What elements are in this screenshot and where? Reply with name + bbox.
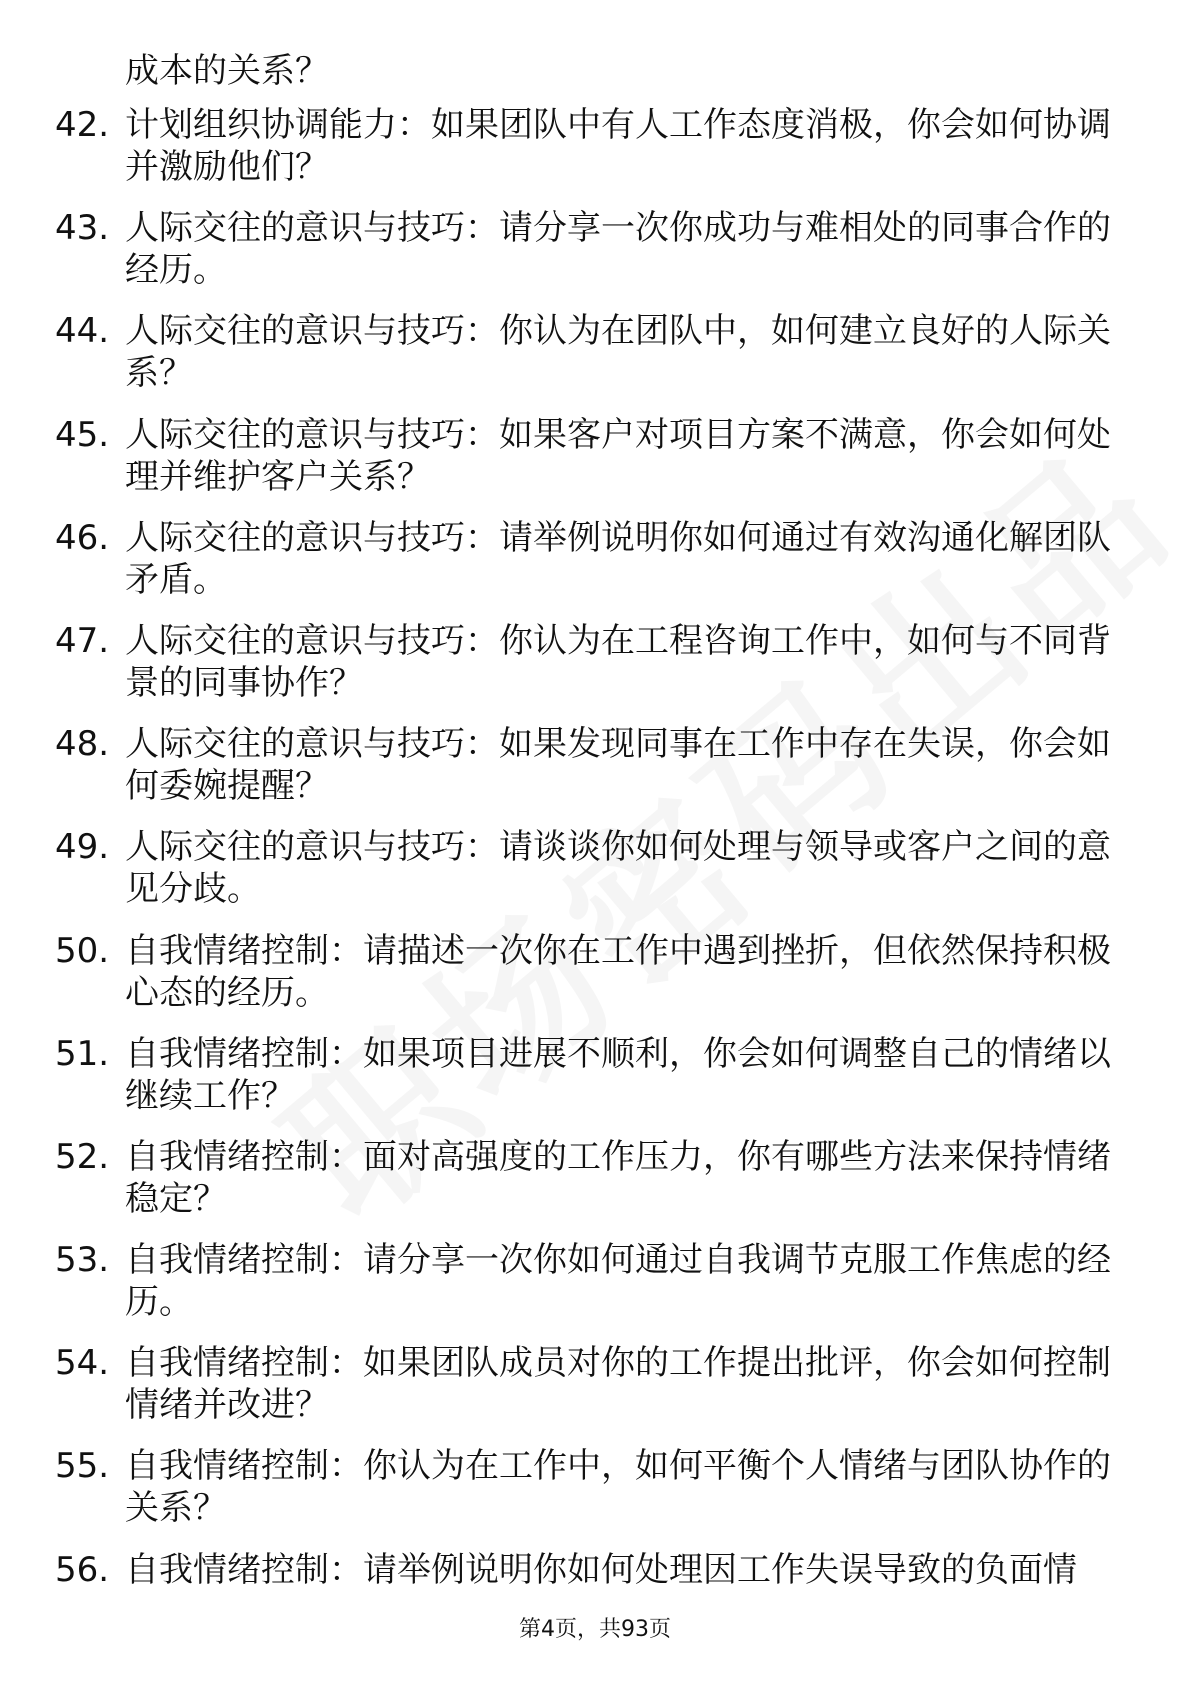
question-number: 52. <box>55 1136 110 1177</box>
question-text: 人际交往的意识与技巧：你认为在团队中，如何建立良好的人际关系？ <box>125 311 1111 394</box>
question-item <box>55 517 1135 620</box>
question-number: 43. <box>55 208 110 249</box>
question-item <box>55 1136 1135 1239</box>
question-text: 自我情绪控制：如果项目进展不顺利，你会如何调整自己的情绪以继续工作？ <box>125 1033 1111 1116</box>
question-item <box>55 1033 1135 1136</box>
question-number: 49. <box>55 827 110 868</box>
question-text: 人际交往的意识与技巧：请谈谈你如何处理与领导或客户之间的意见分歧。 <box>125 827 1111 910</box>
question-number: 51. <box>55 1033 110 1074</box>
question-number: 44. <box>55 311 110 352</box>
question-number: 45. <box>55 414 110 455</box>
page-footer: 第4页，共93页 <box>519 1617 671 1642</box>
question-number: 47. <box>55 620 110 661</box>
question-item <box>55 1445 1135 1548</box>
question-text: 自我情绪控制：如果团队成员对你的工作提出批评，你会如何控制情绪并改进？ <box>125 1343 1111 1426</box>
question-item <box>55 826 1135 929</box>
question-number: 46. <box>55 517 110 558</box>
question-number: 53. <box>55 1240 110 1281</box>
question-text: 自我情绪控制：面对高强度的工作压力，你有哪些方法来保持情绪稳定？ <box>125 1136 1111 1219</box>
question-text: 自我情绪控制：请描述一次你在工作中遇到挫折，但依然保持积极心态的经历。 <box>125 930 1111 1013</box>
question-item <box>55 620 1135 723</box>
question-list <box>55 104 1135 1652</box>
question-number: 56. <box>55 1549 110 1590</box>
question-text: 人际交往的意识与技巧：如果发现同事在工作中存在失误，你会如何委婉提醒？ <box>125 724 1111 807</box>
question-item <box>55 414 1135 517</box>
question-text: 人际交往的意识与技巧：你认为在工程咨询工作中，如何与不同背景的同事协作？ <box>125 620 1111 703</box>
question-text: 人际交往的意识与技巧：如果客户对项目方案不满意，你会如何处理并维护客户关系？ <box>125 414 1111 497</box>
question-text: 自我情绪控制：请分享一次你如何通过自我调节克服工作焦虑的经历。 <box>125 1240 1111 1323</box>
question-number: 50. <box>55 930 110 971</box>
question-item <box>55 1239 1135 1342</box>
question-text: 自我情绪控制：你认为在工作中，如何平衡个人情绪与团队协作的关系？ <box>125 1446 1111 1529</box>
question-number: 48. <box>55 724 110 765</box>
question-item <box>55 104 1135 207</box>
question-item <box>55 930 1135 1033</box>
question-text: 人际交往的意识与技巧：请举例说明你如何通过有效沟通化解团队矛盾。 <box>125 517 1111 600</box>
question-item <box>55 723 1135 826</box>
question-text: 计划组织协调能力：如果团队中有人工作态度消极，你会如何协调并激励他们？ <box>125 105 1111 187</box>
question-item <box>55 1342 1135 1445</box>
question-item <box>55 207 1135 310</box>
question-number: 42. <box>55 105 110 145</box>
question-text: 自我情绪控制：请举例说明你如何处理因工作失误导致的负面情 <box>125 1549 1077 1590</box>
question-text: 人际交往的意识与技巧：请分享一次你成功与难相处的同事合作的经历。 <box>125 208 1111 291</box>
continued-question-text: 成本的关系？ <box>125 51 329 91</box>
question-number: 55. <box>55 1446 110 1487</box>
question-item <box>55 310 1135 413</box>
question-number: 54. <box>55 1343 110 1384</box>
